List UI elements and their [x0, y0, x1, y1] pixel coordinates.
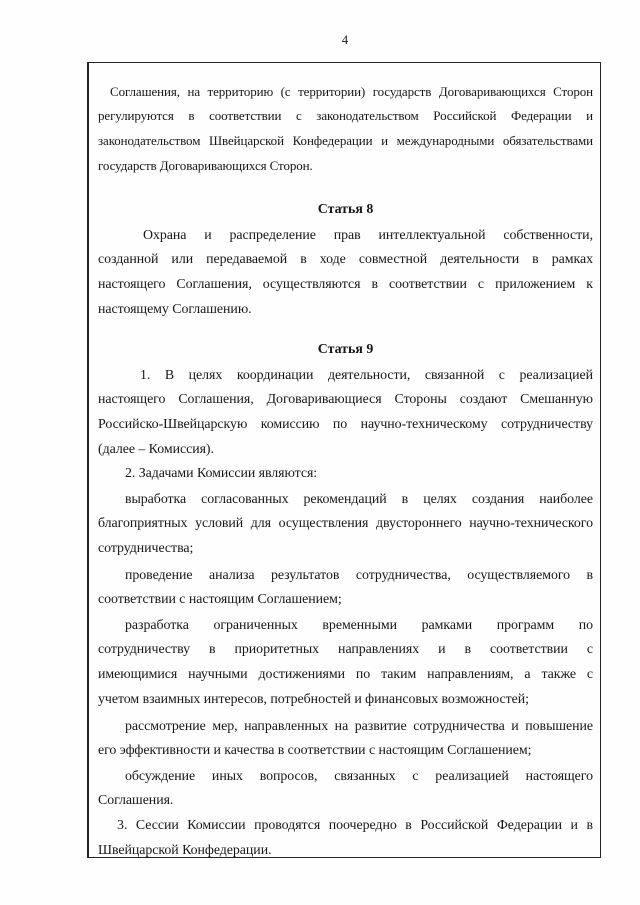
- task-line: выработка согласованных рекомендаций в целях создания наиболее: [125, 491, 593, 507]
- task-line: проведение анализа результатов сотрудничества, осуществляемого в: [125, 567, 593, 583]
- continuation-line: регулируются в соответствии с законодательством Российской Федерации и: [98, 108, 593, 124]
- continuation-line: законодательством Швейцарской Конфедерации и международными обязательствами: [98, 133, 593, 148]
- article-8-line: Охрана и распределение прав интеллектуальной собственности,: [143, 227, 593, 243]
- clause-3-paragraph: [98, 814, 593, 863]
- task-line: рассмотрение мер, направленных на развитие сотрудничества и повышение: [125, 718, 593, 734]
- clause-2-intro: 2. Задачами Комиссии являются:: [125, 466, 318, 482]
- task-line: разработка ограниченных временными рамками программ по: [125, 617, 593, 633]
- article-8-heading: Статья 8: [317, 201, 374, 217]
- article-8-line: созданной или передаваемой в ходе совместной деятельности в рамках: [98, 252, 593, 268]
- article-8-paragraph: [98, 224, 593, 323]
- task-line: имеющимися научными достижениями по таким направлениям, а также с: [98, 667, 593, 683]
- document-body: [98, 80, 593, 864]
- task-item: [98, 564, 593, 613]
- continuation-paragraph: [98, 80, 593, 179]
- clause-1-line: Российско-Швейцарскую комиссию по научно-техническому сотрудничеству: [98, 417, 593, 432]
- task-line: обсуждение иных вопросов, связанных с реализацией настоящего: [125, 768, 593, 784]
- task-line: Соглашения.: [98, 793, 174, 809]
- task-line: сотрудничеству в приоритетных направлениях и в соответствии с: [98, 642, 593, 658]
- task-item: [98, 765, 593, 814]
- clause-1-line: (далее – Комиссия).: [98, 441, 214, 457]
- article-8-line: настоящему Соглашению.: [98, 301, 252, 317]
- article-8-line: настоящего Соглашения, осуществляются в соответствии с приложением к: [98, 277, 593, 292]
- article-9-heading: Статья 9: [317, 341, 374, 357]
- task-line: благоприятных условий для осуществления двустороннего научно-технического: [98, 516, 593, 532]
- clause-1-line: настоящего Соглашения, Договаривающиеся Стороны создают Смешанную: [98, 392, 593, 408]
- task-list: [98, 488, 593, 814]
- continuation-line: государств Договаривающихся Сторон.: [98, 157, 313, 173]
- continuation-line: Соглашения, на территорию (с территории) государств Договаривающихся Сторон: [110, 83, 593, 99]
- clause-1-paragraph: [98, 364, 593, 463]
- task-line: учетом взаимных интересов, потребностей и финансовых возможностей;: [98, 691, 529, 707]
- task-line: его эффективности и качества в соответствии с настоящим Соглашением;: [98, 743, 532, 759]
- clause-3-line: 3. Сессии Комиссии проводятся поочередно в Российской Федерации и в: [117, 817, 593, 833]
- task-line: сотрудничества;: [98, 541, 194, 557]
- task-item: [98, 614, 593, 713]
- page-number: 4: [341, 33, 349, 47]
- clause-1-line: 1. В целях координации деятельности, связанной с реализацией: [140, 367, 593, 383]
- task-item: [98, 715, 593, 764]
- task-item: [98, 488, 593, 562]
- clause-3-line: Швейцарской Конфедерации.: [98, 842, 272, 858]
- task-line: соответствии с настоящим Соглашением;: [98, 592, 342, 608]
